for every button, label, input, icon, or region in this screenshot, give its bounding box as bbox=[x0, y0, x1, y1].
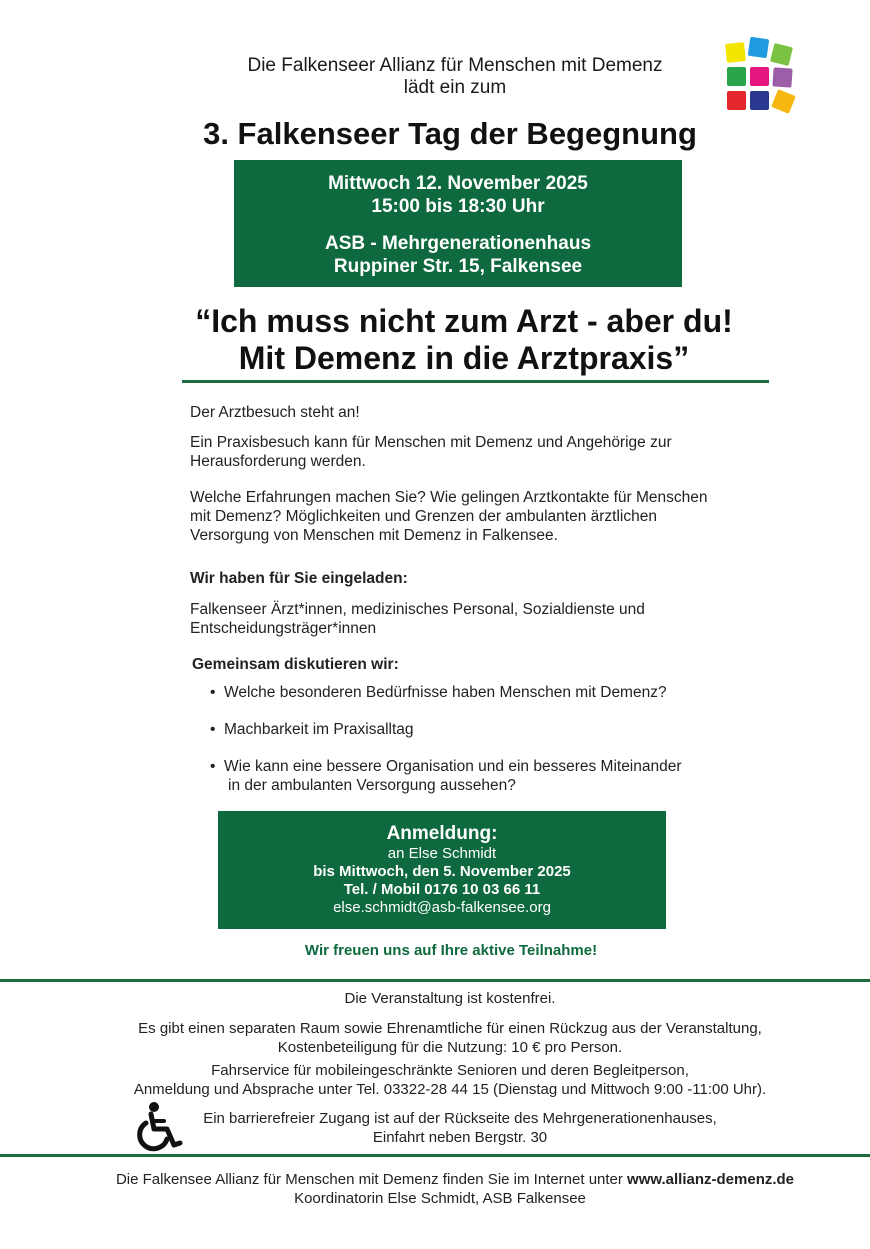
bullet-text: in der ambulanten Versorgung aussehen? bbox=[228, 777, 516, 794]
room-info bbox=[0, 1019, 870, 1057]
discuss-heading: Gemeinsam diskutieren wir: bbox=[192, 656, 399, 673]
event-date: Mittwoch 12. November 2025 bbox=[328, 173, 588, 194]
registration-deadline: bis Mittwoch, den 5. November 2025 bbox=[313, 863, 571, 880]
body-text-line: Entscheidungsträger*innen bbox=[190, 620, 377, 637]
footer-text-line: Anmeldung und Absprache unter Tel. 03322-28 44 15 (Dienstag und Mittwoch 9:00 -11:00 Uhr). bbox=[133, 1081, 767, 1098]
body-text-line: mit Demenz? Möglichkeiten und Grenzen der ambulanten ärztlichen bbox=[190, 508, 657, 525]
body-text-line: Welche Erfahrungen machen Sie? Wie gelingen Arztkontakte für Menschen bbox=[190, 489, 708, 506]
footer-text-line: Ein barrierefreier Zugang ist auf der Rückseite des Mehrgenerationenhauses, bbox=[203, 1110, 717, 1127]
coordinator-info: Koordinatorin Else Schmidt, ASB Falkensee bbox=[294, 1190, 586, 1207]
internet-info bbox=[0, 1170, 870, 1189]
registration-contact: an Else Schmidt bbox=[387, 845, 497, 862]
event-address: Ruppiner Str. 15, Falkensee bbox=[333, 256, 583, 277]
invite-heading: Wir haben für Sie eingeladen: bbox=[190, 570, 408, 587]
section-divider bbox=[182, 380, 769, 383]
intro-line-1: Die Falkenseer Allianz für Menschen mit Demenz bbox=[247, 55, 663, 76]
quote-line-1: “Ich muss nicht zum Arzt - aber du! bbox=[195, 303, 733, 339]
footer-text-line: Es gibt einen separaten Raum sowie Ehrenamtliche für einen Rückzug aus der Veranstaltung, bbox=[138, 1020, 762, 1037]
free-notice: Die Veranstaltung ist kostenfrei. bbox=[344, 990, 556, 1007]
transport-info bbox=[0, 1061, 870, 1099]
event-venue: ASB - Mehrgenerationenhaus bbox=[324, 233, 592, 254]
body-text-line: Versorgung von Menschen mit Demenz in Falkensee. bbox=[190, 527, 558, 544]
footer-text-line: Einfahrt neben Bergstr. 30 bbox=[372, 1129, 548, 1146]
event-info-box bbox=[234, 160, 682, 287]
body-paragraph-3 bbox=[190, 488, 800, 545]
footer-text-line: Fahrservice für mobileingeschränkte Senioren und deren Begleitperson, bbox=[211, 1062, 689, 1079]
quote-line-2: Mit Demenz in die Arztpraxis” bbox=[238, 340, 690, 376]
list-item bbox=[210, 757, 810, 795]
bullet-icon: • bbox=[210, 758, 216, 775]
footer-text-line: Kostenbeteiligung für die Nutzung: 10 € pro Person. bbox=[277, 1039, 623, 1056]
bullet-text: Machbarkeit im Praxisalltag bbox=[224, 721, 414, 738]
access-info bbox=[10, 1109, 870, 1147]
list-item bbox=[210, 720, 810, 739]
registration-email[interactable]: else.schmidt@asb-falkensee.org bbox=[333, 899, 551, 916]
footer-divider-top bbox=[0, 979, 870, 982]
event-time: 15:00 bis 18:30 Uhr bbox=[371, 196, 545, 217]
bullet-text: Welche besonderen Bedürfnisse haben Menschen mit Demenz? bbox=[224, 684, 667, 701]
registration-box bbox=[218, 811, 666, 929]
allianz-logo-icon bbox=[724, 36, 800, 116]
bullet-text: Wie kann eine bessere Organisation und ein besseres Miteinander bbox=[224, 758, 682, 775]
thanks-message: Wir freuen uns auf Ihre aktive Teilnahme! bbox=[304, 942, 598, 959]
invite-text bbox=[190, 600, 800, 638]
body-text-line: Falkenseer Ärzt*innen, medizinisches Personal, Sozialdienste und bbox=[190, 601, 645, 618]
body-intro: Der Arztbesuch steht an! bbox=[190, 404, 360, 421]
bullet-icon: • bbox=[210, 684, 216, 701]
quote-headline bbox=[0, 303, 870, 377]
intro-line-2: lädt ein zum bbox=[403, 77, 507, 98]
registration-phone: Tel. / Mobil 0176 10 03 66 11 bbox=[343, 881, 541, 898]
website-link[interactable]: www.allianz-demenz.de bbox=[627, 1171, 795, 1188]
registration-heading: Anmeldung: bbox=[386, 823, 498, 844]
internet-text: Die Falkensee Allianz für Menschen mit Demenz finden Sie im Internet unter bbox=[115, 1171, 628, 1188]
page-title: 3. Falkenseer Tag der Begegnung bbox=[203, 116, 697, 151]
body-paragraph-2 bbox=[190, 433, 800, 471]
list-item bbox=[210, 683, 810, 702]
body-text-line: Ein Praxisbesuch kann für Menschen mit Demenz und Angehörige zur bbox=[190, 434, 672, 451]
bullet-icon: • bbox=[210, 721, 216, 738]
body-text-line: Herausforderung werden. bbox=[190, 453, 366, 470]
footer-divider-bottom bbox=[0, 1154, 870, 1157]
